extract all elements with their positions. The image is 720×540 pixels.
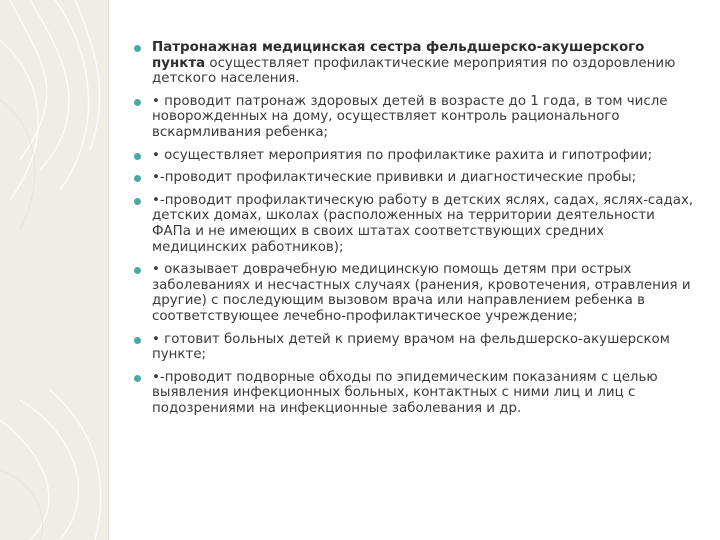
item-text: • проводит патронаж здоровых детей в возрасте до 1 года, в том числе новорожденных на дому, осуществляет контроль рационального вскармливания ребенка;: [152, 93, 668, 140]
item-text: • готовит больных детей к приему врачом на фельдшерско-акушерском пункте;: [152, 331, 670, 363]
item-text: осуществляет профилактические мероприятия по оздоровлению детского населения.: [152, 55, 676, 87]
panel-divider: [108, 0, 109, 540]
list-item: [124, 370, 696, 417]
list-item: [124, 148, 696, 164]
swirl-lines-decoration-icon: [0, 0, 108, 540]
bullet-list: [124, 40, 696, 416]
item-text: •-проводит подворные обходы по эпидемическим показаниям с целью выявления инфекционных больных, контактных с ними лиц и лиц с подозрениями на инфекционные заболевания и др.: [152, 369, 658, 416]
teal-circle-bullet-icon: [134, 45, 141, 52]
item-text: • оказывает доврачебную медицинскую помощь детям при острых заболеваниях и несчастных случаях (ранения, кровотечения, отравления и другие) с последующим вызовом врача или направлением ребенка в соответствующее лечебно-профилактическое учреждение;: [152, 262, 691, 324]
teal-circle-bullet-icon: [134, 267, 141, 274]
item-text: • осуществляет мероприятия по профилактике рахита и гипотрофии;: [152, 147, 653, 163]
decorative-side-panel: [0, 0, 108, 540]
slide-content: [124, 40, 696, 423]
list-item: [124, 332, 696, 363]
item-lead-bold: Патронажная медицинская сестра фельдшерско-акушерского пункта: [152, 40, 645, 71]
list-item: [124, 40, 696, 87]
teal-circle-bullet-icon: [134, 153, 141, 160]
list-item: [124, 170, 696, 186]
teal-circle-bullet-icon: [134, 198, 141, 205]
teal-circle-bullet-icon: [134, 175, 141, 182]
teal-circle-bullet-icon: [134, 337, 141, 344]
teal-circle-bullet-icon: [134, 375, 141, 382]
teal-circle-bullet-icon: [134, 99, 141, 106]
list-item: [124, 262, 696, 324]
list-item: [124, 193, 696, 255]
item-text: •-проводит профилактическую работу в детских яслях, садах, яслях-садах, детских домах, школах (расположенных на территории деятельности ФАПа и не имеющих в своих штатах соответствующих средних медицинских работников);: [152, 192, 694, 255]
item-text: •-проводит профилактические прививки и диагностические пробы;: [152, 170, 637, 186]
list-item: [124, 94, 696, 141]
